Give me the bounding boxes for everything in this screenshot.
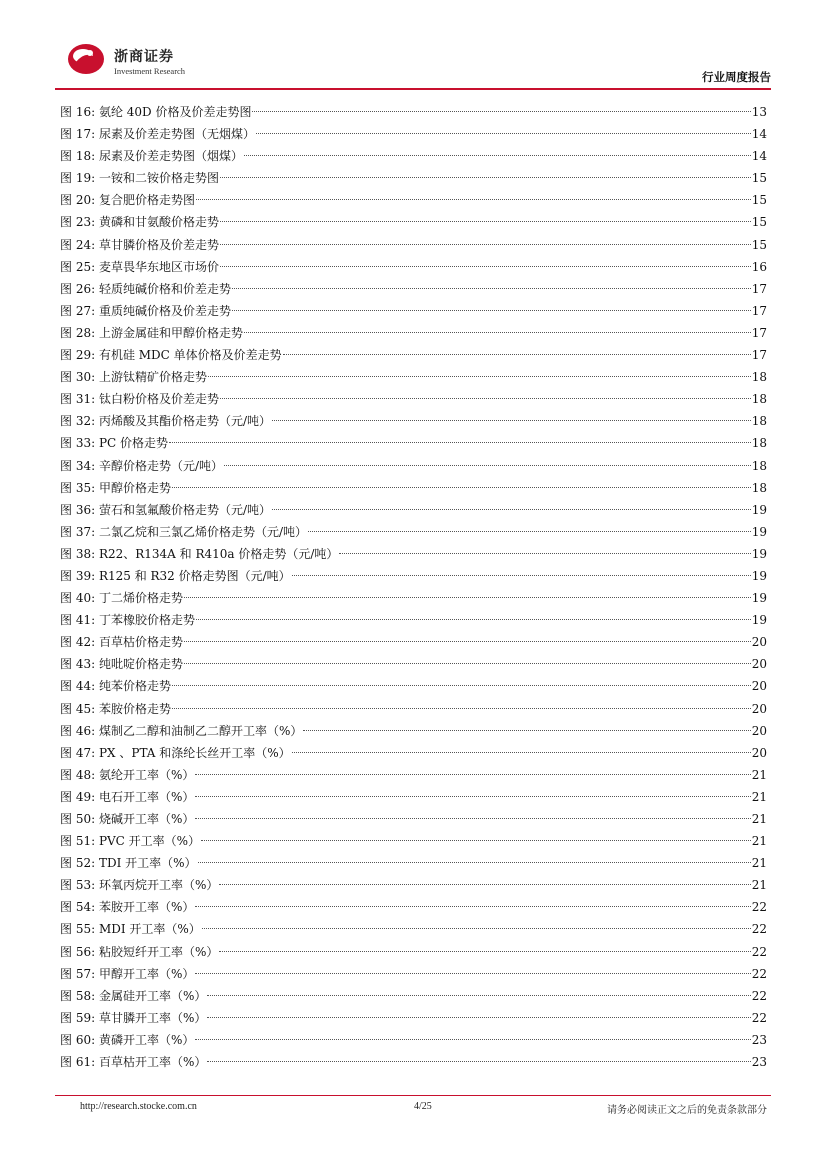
toc-entry-label: 图 61: 百草枯开工率（%） bbox=[60, 1055, 207, 1070]
toc-entry-label: 图 56: 粘胶短纤开工率（%） bbox=[60, 944, 219, 959]
toc-entry[interactable] bbox=[60, 720, 767, 742]
toc-entry-label: 图 48: 氨纶开工率（%） bbox=[60, 767, 195, 782]
toc-entry-label: 图 39: R125 和 R32 价格走势图（元/吨） bbox=[60, 568, 291, 583]
toc-entry-page: 15 bbox=[751, 237, 767, 252]
toc-entry-page: 21 bbox=[751, 878, 767, 893]
toc-entry[interactable] bbox=[60, 145, 767, 167]
toc-entry-page: 17 bbox=[751, 348, 767, 363]
toc-entry-label: 图 46: 煤制乙二醇和油制乙二醇开工率（%） bbox=[60, 723, 303, 738]
toc-dot-leader bbox=[201, 840, 751, 841]
toc-entry-page: 14 bbox=[751, 127, 767, 142]
toc-entry[interactable] bbox=[60, 101, 767, 123]
toc-entry-label: 图 20: 复合肥价格走势图 bbox=[60, 193, 195, 208]
toc-entry-page: 19 bbox=[751, 524, 767, 539]
toc-entry[interactable] bbox=[60, 631, 767, 653]
toc-dot-leader bbox=[195, 973, 750, 974]
zheshang-logo-icon bbox=[66, 40, 106, 76]
toc-dot-leader bbox=[172, 685, 751, 686]
toc-dot-leader bbox=[220, 177, 751, 178]
toc-dot-leader bbox=[219, 884, 750, 885]
toc-entry[interactable] bbox=[60, 985, 767, 1007]
toc-entry-page: 13 bbox=[751, 105, 767, 119]
toc-entry-page: 21 bbox=[751, 812, 767, 826]
toc-dot-leader bbox=[232, 288, 751, 289]
toc-entry-page: 19 bbox=[751, 568, 767, 583]
toc-entry-page: 16 bbox=[751, 259, 767, 274]
toc-entry[interactable] bbox=[60, 256, 767, 278]
report-type-label: 行业周度报告 bbox=[702, 70, 771, 84]
toc-entry-label: 图 17: 尿素及价差走势图（无烟煤） bbox=[60, 127, 255, 142]
toc-dot-leader bbox=[224, 465, 751, 466]
toc-entry-page: 20 bbox=[751, 701, 767, 716]
toc-entry-label: 图 50: 烧碱开工率（%） bbox=[60, 812, 195, 826]
toc-entry[interactable] bbox=[60, 698, 767, 720]
toc-entry[interactable] bbox=[60, 786, 767, 808]
toc-entry-page: 17 bbox=[751, 303, 767, 318]
toc-entry-label: 图 35: 甲醇价格走势 bbox=[60, 480, 171, 495]
toc-entry[interactable] bbox=[60, 918, 767, 940]
toc-entry-page: 18 bbox=[751, 436, 767, 451]
toc-entry-page: 18 bbox=[751, 370, 767, 385]
toc-dot-leader bbox=[339, 553, 750, 554]
toc-dot-leader bbox=[283, 354, 751, 355]
toc-entry-page: 22 bbox=[751, 944, 767, 959]
toc-dot-leader bbox=[303, 730, 750, 731]
toc-entry[interactable] bbox=[60, 808, 767, 830]
toc-entry-label: 图 37: 二氯乙烷和三氯乙烯价格走势（元/吨） bbox=[60, 524, 307, 539]
toc-dot-leader bbox=[272, 420, 751, 421]
toc-entry-label: 图 44: 纯苯价格走势 bbox=[60, 679, 171, 694]
toc-entry[interactable] bbox=[60, 322, 767, 344]
toc-entry-page: 18 bbox=[751, 480, 767, 495]
toc-entry[interactable] bbox=[60, 366, 767, 388]
toc-entry[interactable] bbox=[60, 1029, 767, 1051]
toc-entry-page: 19 bbox=[751, 591, 767, 606]
toc-dot-leader bbox=[196, 199, 751, 200]
brand-name-cn: 浙商证券 bbox=[114, 49, 174, 65]
toc-entry[interactable] bbox=[60, 1007, 767, 1029]
toc-entry-page: 21 bbox=[751, 834, 767, 849]
toc-entry[interactable] bbox=[60, 742, 767, 764]
toc-entry-label: 图 19: 一铵和二铵价格走势图 bbox=[60, 171, 219, 186]
toc-entry[interactable] bbox=[60, 211, 767, 233]
toc-entry[interactable] bbox=[60, 896, 767, 918]
toc-entry[interactable] bbox=[60, 234, 767, 256]
toc-entry[interactable] bbox=[60, 432, 767, 454]
toc-dot-leader bbox=[184, 641, 751, 642]
toc-entry[interactable] bbox=[60, 764, 767, 786]
toc-dot-leader bbox=[220, 398, 751, 399]
toc-entry-label: 图 43: 纯吡啶价格走势 bbox=[60, 657, 183, 672]
toc-entry-page: 20 bbox=[751, 679, 767, 694]
toc-entry-page: 23 bbox=[751, 1055, 767, 1070]
toc-dot-leader bbox=[272, 509, 751, 510]
toc-entry-label: 图 38: R22、R134A 和 R410a 价格走势（元/吨） bbox=[60, 546, 339, 561]
toc-entry[interactable] bbox=[60, 499, 767, 521]
toc-entry-label: 图 29: 有机硅 MDC 单体价格及价差走势 bbox=[60, 348, 282, 363]
toc-entry[interactable] bbox=[60, 587, 767, 609]
toc-entry-label: 图 53: 环氧丙烷开工率（%） bbox=[60, 878, 219, 893]
toc-entry-page: 18 bbox=[751, 458, 767, 473]
toc-entry-label: 图 51: PVC 开工率（%） bbox=[60, 834, 201, 849]
toc-dot-leader bbox=[202, 928, 751, 929]
toc-entry-label: 图 26: 轻质纯碱价格和价差走势 bbox=[60, 281, 231, 296]
toc-entry[interactable] bbox=[60, 278, 767, 300]
toc-entry-label: 图 40: 丁二烯价格走势 bbox=[60, 591, 183, 606]
toc-entry[interactable] bbox=[60, 477, 767, 499]
toc-entry-label: 图 58: 金属硅开工率（%） bbox=[60, 988, 207, 1003]
toc-entry-label: 图 31: 钛白粉价格及价差走势 bbox=[60, 392, 219, 407]
footer-divider bbox=[55, 1095, 771, 1096]
toc-entry-label: 图 28: 上游金属硅和甲醇价格走势 bbox=[60, 325, 243, 340]
toc-entry-page: 20 bbox=[751, 723, 767, 738]
toc-entry-label: 图 36: 萤石和氢氟酸价格走势（元/吨） bbox=[60, 502, 271, 517]
toc-entry-label: 图 23: 黄磷和甘氨酸价格走势 bbox=[60, 215, 219, 230]
toc-dot-leader bbox=[207, 995, 750, 996]
toc-entry-page: 14 bbox=[751, 149, 767, 164]
toc-entry-label: 图 25: 麦草畏华东地区市场价 bbox=[60, 259, 219, 274]
toc-entry-label: 图 57: 甲醇开工率（%） bbox=[60, 966, 195, 981]
toc-dot-leader bbox=[172, 487, 751, 488]
toc-entry-page: 19 bbox=[751, 502, 767, 517]
toc-dot-leader bbox=[252, 111, 750, 112]
toc-dot-leader bbox=[198, 862, 751, 863]
toc-entry[interactable] bbox=[60, 388, 767, 410]
toc-entry-page: 17 bbox=[751, 325, 767, 340]
brand-name-en: Investment Research bbox=[114, 66, 186, 76]
page-number: 4/25 bbox=[414, 1101, 432, 1112]
toc-entry-page: 22 bbox=[751, 1010, 767, 1025]
toc-entry[interactable] bbox=[60, 675, 767, 697]
toc-entry-label: 图 60: 黄磷开工率（%） bbox=[60, 1032, 195, 1047]
toc-entry-page: 20 bbox=[751, 745, 767, 760]
toc-entry[interactable] bbox=[60, 300, 767, 322]
toc-dot-leader bbox=[195, 818, 750, 819]
toc-entry[interactable] bbox=[60, 963, 767, 985]
toc-dot-leader bbox=[292, 575, 751, 576]
toc-dot-leader bbox=[169, 442, 751, 443]
toc-entry-label: 图 42: 百草枯价格走势 bbox=[60, 635, 183, 650]
toc-entry-page: 22 bbox=[751, 988, 767, 1003]
toc-entry[interactable] bbox=[60, 653, 767, 675]
toc-entry-label: 图 45: 苯胺价格走势 bbox=[60, 701, 171, 716]
toc-entry[interactable] bbox=[60, 941, 767, 963]
toc-entry-page: 23 bbox=[751, 1032, 767, 1047]
toc-dot-leader bbox=[220, 266, 751, 267]
toc-dot-leader bbox=[184, 663, 751, 664]
toc-entry-page: 21 bbox=[751, 767, 767, 782]
toc-entry[interactable] bbox=[60, 167, 767, 189]
toc-dot-leader bbox=[208, 376, 751, 377]
toc-entry[interactable] bbox=[60, 543, 767, 565]
toc-entry-label: 图 47: PX 、PTA 和涤纶长丝开工率（%） bbox=[60, 745, 291, 760]
toc-entry-page: 15 bbox=[751, 215, 767, 230]
toc-entry-page: 20 bbox=[751, 657, 767, 672]
toc-dot-leader bbox=[308, 531, 751, 532]
toc-entry-page: 18 bbox=[751, 392, 767, 407]
toc-entry[interactable] bbox=[60, 609, 767, 631]
toc-entry-label: 图 55: MDI 开工率（%） bbox=[60, 922, 201, 937]
toc-entry-page: 22 bbox=[751, 966, 767, 981]
toc-entry-page: 20 bbox=[751, 635, 767, 650]
toc-entry-label: 图 54: 苯胺开工率（%） bbox=[60, 900, 195, 915]
toc-dot-leader bbox=[195, 906, 750, 907]
toc-entry-label: 图 30: 上游钛精矿价格走势 bbox=[60, 370, 207, 385]
toc-dot-leader bbox=[207, 1017, 750, 1018]
toc-entry-page: 19 bbox=[751, 546, 767, 561]
toc-dot-leader bbox=[256, 133, 751, 134]
header-divider bbox=[55, 88, 771, 90]
figure-index-list bbox=[60, 101, 767, 1073]
toc-dot-leader bbox=[232, 310, 751, 311]
toc-entry-page: 22 bbox=[751, 900, 767, 915]
toc-entry-label: 图 24: 草甘膦价格及价差走势 bbox=[60, 237, 219, 252]
toc-entry-label: 图 41: 丁苯橡胶价格走势 bbox=[60, 613, 195, 628]
toc-dot-leader bbox=[220, 221, 751, 222]
toc-entry[interactable] bbox=[60, 123, 767, 145]
toc-dot-leader bbox=[195, 796, 750, 797]
page-header bbox=[0, 0, 827, 92]
toc-entry-label: 图 34: 辛醇价格走势（元/吨） bbox=[60, 458, 223, 473]
toc-entry-page: 22 bbox=[751, 922, 767, 937]
toc-entry[interactable] bbox=[60, 565, 767, 587]
toc-entry-label: 图 16: 氨纶 40D 价格及价差走势图 bbox=[60, 105, 252, 119]
toc-entry[interactable] bbox=[60, 189, 767, 211]
toc-entry-page: 15 bbox=[751, 193, 767, 208]
toc-entry-label: 图 52: TDI 开工率（%） bbox=[60, 856, 197, 871]
toc-entry[interactable] bbox=[60, 521, 767, 543]
toc-dot-leader bbox=[220, 244, 751, 245]
toc-dot-leader bbox=[292, 752, 751, 753]
toc-dot-leader bbox=[195, 774, 750, 775]
toc-dot-leader bbox=[172, 708, 751, 709]
toc-entry[interactable] bbox=[60, 1051, 767, 1073]
toc-entry[interactable] bbox=[60, 852, 767, 874]
toc-entry[interactable] bbox=[60, 410, 767, 432]
toc-dot-leader bbox=[196, 619, 751, 620]
toc-entry-label: 图 59: 草甘膦开工率（%） bbox=[60, 1010, 207, 1025]
toc-dot-leader bbox=[244, 155, 751, 156]
footer-disclaimer: 请务必阅读正文之后的免责条款部分 bbox=[607, 1105, 767, 1116]
toc-entry-label: 图 49: 电石开工率（%） bbox=[60, 789, 195, 804]
toc-entry-page: 18 bbox=[751, 414, 767, 429]
toc-entry[interactable] bbox=[60, 874, 767, 896]
toc-entry-label: 图 33: PC 价格走势 bbox=[60, 436, 169, 451]
toc-entry[interactable] bbox=[60, 830, 767, 852]
toc-entry-label: 图 32: 丙烯酸及其酯价格走势（元/吨） bbox=[60, 414, 271, 429]
toc-dot-leader bbox=[207, 1061, 750, 1062]
toc-entry-label: 图 27: 重质纯碱价格及价差走势 bbox=[60, 303, 231, 318]
footer-url-link[interactable]: http://research.stocke.com.cn bbox=[80, 1101, 197, 1112]
toc-entry-page: 19 bbox=[751, 613, 767, 628]
toc-dot-leader bbox=[219, 951, 750, 952]
toc-dot-leader bbox=[244, 332, 751, 333]
toc-entry-page: 17 bbox=[751, 281, 767, 296]
toc-dot-leader bbox=[195, 1039, 750, 1040]
toc-entry-page: 21 bbox=[751, 856, 767, 871]
toc-dot-leader bbox=[184, 597, 751, 598]
toc-entry[interactable] bbox=[60, 344, 767, 366]
toc-entry-label: 图 18: 尿素及价差走势图（烟煤） bbox=[60, 149, 243, 164]
toc-entry-page: 21 bbox=[751, 789, 767, 804]
toc-entry[interactable] bbox=[60, 455, 767, 477]
toc-entry-page: 15 bbox=[751, 171, 767, 186]
